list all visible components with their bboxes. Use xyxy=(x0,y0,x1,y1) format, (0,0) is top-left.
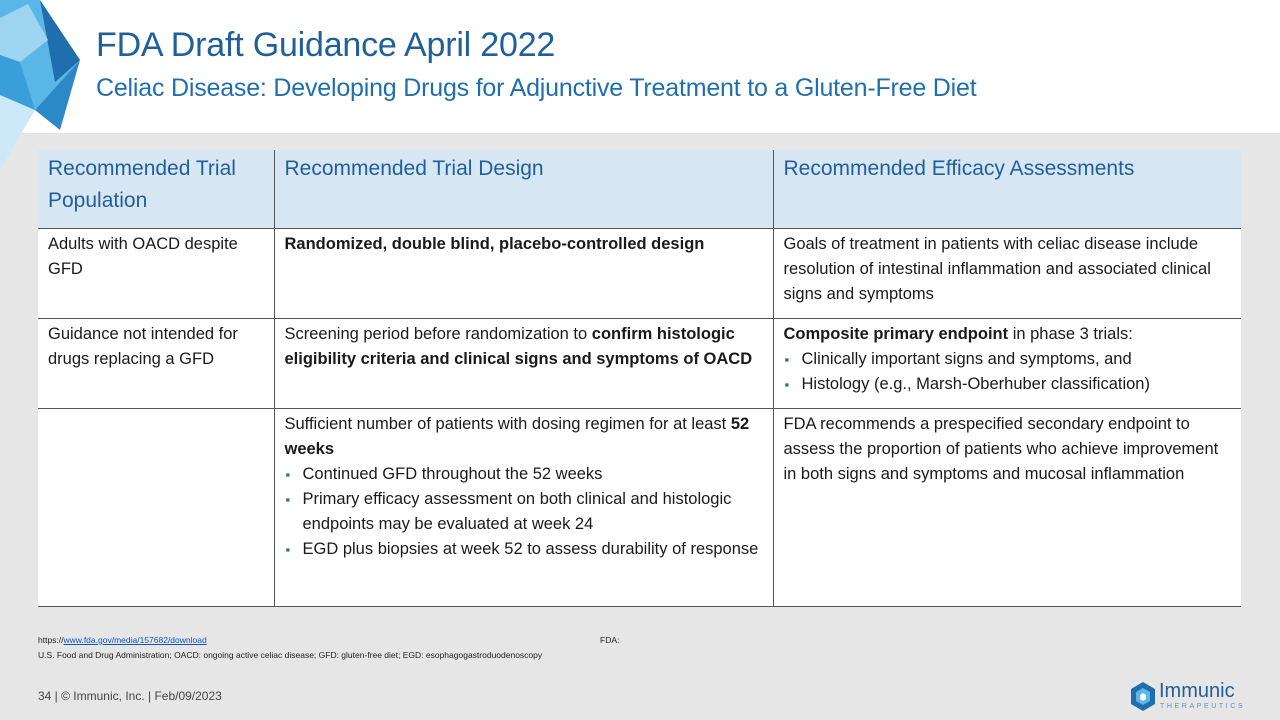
logo-tagline: THERAPEUTICS xyxy=(1160,703,1246,710)
table-row xyxy=(38,408,1241,606)
list-item: ▪ Continued GFD throughout the 52 weeks xyxy=(285,462,763,487)
header-trial-design: Recommended Trial Design xyxy=(274,150,773,228)
footnote-fda-label: FDA: xyxy=(600,635,620,645)
list-item: ▪ Histology (e.g., Marsh-Oberhuber classification) xyxy=(784,372,1232,397)
table-header-row xyxy=(38,150,1241,228)
table-row xyxy=(38,228,1241,318)
population-cell xyxy=(38,408,274,606)
design-text: Sufficient number of patients with dosing regimen for at least xyxy=(284,414,731,433)
efficacy-cell: FDA recommends a prespecified secondary endpoint to assess the proportion of patients who achieve improvement in both signs and symptoms and mucosal inflammation xyxy=(773,408,1241,606)
corner-decoration-graphic xyxy=(0,0,90,175)
table-row xyxy=(38,318,1241,408)
slide-subtitle: Celiac Disease: Developing Drugs for Adjunctive Treatment to a Gluten-Free Diet xyxy=(96,74,977,102)
design-cell xyxy=(274,228,773,318)
design-bullet-list xyxy=(285,462,763,562)
efficacy-text-bold: Composite primary endpoint xyxy=(783,324,1009,343)
list-item: ▪ EGD plus biopsies at week 52 to assess durability of response xyxy=(285,537,763,562)
efficacy-text: in phase 3 trials: xyxy=(1008,324,1133,343)
footnote xyxy=(38,633,542,663)
efficacy-bullet-list xyxy=(784,347,1232,397)
design-text-bold: confirm histologic eligibility criteria and clinical signs and symptoms of OACD xyxy=(284,324,753,368)
company-logo xyxy=(1131,680,1246,714)
page-info: 34 | © Immunic, Inc. | Feb/09/2023 xyxy=(38,689,222,703)
fda-source-link[interactable]: www.fda.gov/media/157682/download xyxy=(63,635,207,645)
efficacy-cell: Goals of treatment in patients with celiac disease include resolution of intestinal inflammation and associated clinical signs and symptoms xyxy=(773,228,1241,318)
guidance-table xyxy=(38,150,1241,607)
header-efficacy-assessments: Recommended Efficacy Assessments xyxy=(773,150,1241,228)
list-item: ▪ Primary efficacy assessment on both clinical and histologic endpoints may be evaluated at week 24 xyxy=(285,487,763,537)
population-cell: Adults with OACD despite GFD xyxy=(38,228,274,318)
logo-wordmark: Immunic xyxy=(1159,680,1235,702)
design-cell xyxy=(274,408,773,606)
design-text: Screening period before randomization to xyxy=(284,324,592,343)
footnote-abbreviations: U.S. Food and Drug Administration; OACD: ongoing active celiac disease; GFD: gluten-free diet; EGD: esophagogastroduodenoscopy xyxy=(38,650,543,660)
design-cell xyxy=(274,318,773,408)
footnote-url-prefix: https:// xyxy=(38,635,64,645)
header-trial-population: Recommended Trial Population xyxy=(38,150,274,228)
design-text-bold: 52 weeks xyxy=(284,414,750,458)
logo-mark-icon xyxy=(1131,682,1155,712)
slide-title: FDA Draft Guidance April 2022 xyxy=(96,26,556,64)
design-text-bold: Randomized, double blind, placebo-controlled design xyxy=(284,234,705,253)
population-cell: Guidance not intended for drugs replacing a GFD xyxy=(38,318,274,408)
efficacy-cell xyxy=(773,318,1241,408)
list-item: ▪ Clinically important signs and symptoms, and xyxy=(784,347,1232,372)
slide-header xyxy=(0,0,1280,133)
